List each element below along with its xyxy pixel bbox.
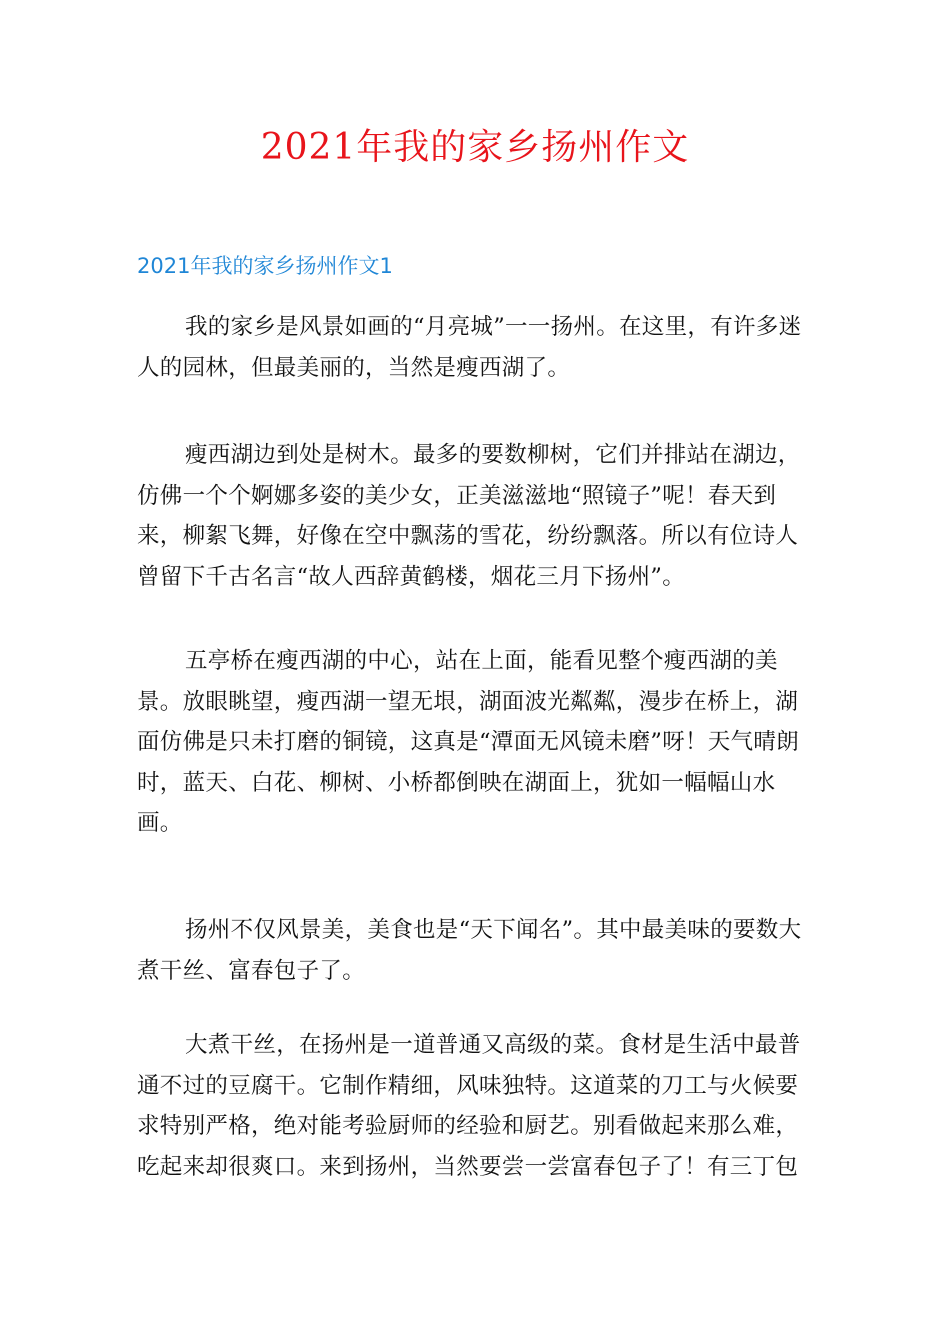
- paragraph-1: 我的家乡是风景如画的“月亮城”一一扬州。在这里，有许多迷人的园林，但最美丽的，当然是瘦西湖了。: [137, 314, 802, 381]
- paragraph-3: 五亭桥在瘦西湖的中心，站在上面，能看见整个瘦西湖的美景。放眼眺望，瘦西湖一望无垠，湖面波光粼粼，漫步在桥上，湖面仿佛是只未打磨的铜镜，这真是“潭面无风镜未磨”呀！天气晴朗时，蓝天、白花、柳树、小桥都倒映在湖面上，犹如一幅幅山水画。: [137, 648, 800, 836]
- document-title: 2021年我的家乡扬州作文: [260, 127, 690, 168]
- paragraph-5: 大煮干丝，在扬州是一道普通又高级的菜。食材是生活中最普通不过的豆腐干。它制作精细，风味独特。这道菜的刀工与火候要求特别严格，绝对能考验厨师的经验和厨艺。别看做起来那么难，吃起来却很爽口。来到扬州，当然要尝一尝富春包子了！有三丁包: [137, 1032, 801, 1180]
- paragraph-4: 扬州不仅风景美，美食也是“天下闻名”。其中最美味的要数大煮干丝、富春包子了。: [137, 917, 802, 984]
- section-heading: 2021年我的家乡扬州作文1: [137, 254, 393, 278]
- paragraph-2: 瘦西湖边到处是树木。最多的要数柳树，它们并排站在湖边，仿佛一个个婀娜多姿的美少女，正美滋滋地“照镜子”呢！春天到来，柳絮飞舞，好像在空中飘荡的雪花，纷纷飘落。所以有位诗人曾留下千古名言“故人西辞黄鹤楼，烟花三月下扬州”。: [137, 442, 801, 590]
